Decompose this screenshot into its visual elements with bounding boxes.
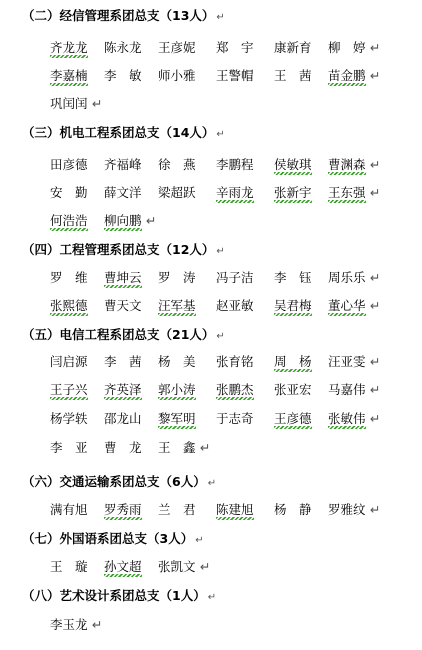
member-name: 张亚宏 xyxy=(274,382,312,397)
section-title: （七）外国语系团总支（3人） xyxy=(22,531,194,546)
member-name: 闫启源 xyxy=(50,354,88,369)
member-name: 曹天文 xyxy=(104,298,142,313)
paragraph-mark-icon: ↵ xyxy=(370,157,381,172)
member-name: 郭小涛 xyxy=(158,382,196,397)
paragraph-mark-icon: ↵ xyxy=(370,354,381,369)
spellcheck-underline xyxy=(50,228,88,231)
paragraph-mark-icon: ↵ xyxy=(370,270,381,285)
section-heading xyxy=(22,240,225,260)
member-name: 王东强 xyxy=(328,185,366,200)
spellcheck-underline xyxy=(50,83,88,86)
member-name: 张凯文 xyxy=(158,559,196,574)
member-name: 汪亚雯 xyxy=(328,354,366,369)
member-name: 王彦妮 xyxy=(158,40,196,55)
member-name: 齐英泽 xyxy=(104,382,142,397)
section-heading xyxy=(22,6,225,26)
section-title: （五）电信工程系团总支（21人） xyxy=(22,327,215,342)
member-name: 周乐乐 xyxy=(328,270,366,285)
spellcheck-underline xyxy=(50,313,88,316)
section-heading xyxy=(22,586,216,606)
name-row xyxy=(0,296,422,316)
member-name: 曹 龙 xyxy=(104,440,142,455)
section-heading xyxy=(22,123,225,143)
member-name: 汪军基 xyxy=(158,298,196,313)
name-row xyxy=(0,211,422,231)
section-title: （三）机电工程系团总支（14人） xyxy=(22,125,215,140)
spellcheck-underline xyxy=(328,83,366,86)
member-name: 郑 宇 xyxy=(216,40,254,55)
member-name: 张熙德 xyxy=(50,298,88,313)
spellcheck-underline xyxy=(274,172,312,175)
member-name: 邵龙山 xyxy=(104,411,142,426)
paragraph-mark-icon: ↵ xyxy=(207,478,217,489)
spellcheck-underline xyxy=(328,426,366,429)
paragraph-mark-icon: ↵ xyxy=(370,382,381,397)
spellcheck-underline xyxy=(104,517,142,520)
member-name: 孙文超 xyxy=(104,559,142,574)
paragraph-mark-icon: ↵ xyxy=(195,535,204,546)
member-name: 薛文洋 xyxy=(104,185,142,200)
member-name: 柳向鹏 xyxy=(104,213,142,228)
paragraph-mark-icon: ↵ xyxy=(370,298,381,313)
member-name: 梁超跃 xyxy=(158,185,196,200)
spellcheck-underline xyxy=(50,55,88,58)
spellcheck-underline xyxy=(104,397,142,400)
paragraph-mark-icon: ↵ xyxy=(207,592,217,603)
member-name: 于志奇 xyxy=(216,411,254,426)
member-name: 陈建旭 xyxy=(216,502,254,517)
member-name: 赵亚敏 xyxy=(216,298,254,313)
member-name: 李 亚 xyxy=(50,440,88,455)
spellcheck-underline xyxy=(274,426,312,429)
spellcheck-underline xyxy=(216,517,254,520)
name-row xyxy=(0,409,422,429)
member-name: 田彦德 xyxy=(50,157,88,172)
paragraph-mark-icon: ↵ xyxy=(146,213,157,228)
member-name: 康新育 xyxy=(274,40,312,55)
member-name: 苗金鹏 xyxy=(328,68,366,83)
spellcheck-underline xyxy=(274,313,312,316)
member-name: 李嘉楠 xyxy=(50,68,88,83)
member-name: 周 杨 xyxy=(274,354,312,369)
member-name: 安 勤 xyxy=(50,185,88,200)
spellcheck-underline xyxy=(104,285,142,288)
member-name: 巩闰闰 xyxy=(50,96,88,111)
name-row xyxy=(0,438,422,458)
paragraph-mark-icon: ↵ xyxy=(370,40,381,55)
member-name: 李 茜 xyxy=(104,354,142,369)
paragraph-mark-icon: ↵ xyxy=(200,559,211,574)
member-name: 马嘉伟 xyxy=(328,382,366,397)
member-name: 李 敏 xyxy=(104,68,142,83)
member-name: 张鹏杰 xyxy=(216,382,254,397)
member-name: 杨 美 xyxy=(158,354,196,369)
name-row xyxy=(0,94,422,114)
member-name: 王警帽 xyxy=(216,68,254,83)
member-name: 张新宇 xyxy=(274,185,312,200)
name-row xyxy=(0,268,422,288)
spellcheck-underline xyxy=(274,200,312,203)
spellcheck-underline xyxy=(216,200,254,203)
spellcheck-underline xyxy=(158,426,196,429)
paragraph-mark-icon: ↵ xyxy=(216,331,225,342)
member-name: 王子兴 xyxy=(50,382,88,397)
member-name: 李鹏程 xyxy=(216,157,254,172)
paragraph-mark-icon: ↵ xyxy=(92,96,103,111)
member-name: 兰 君 xyxy=(158,502,196,517)
spellcheck-underline xyxy=(328,172,366,175)
section-title: （六）交通运输系团总支（6人） xyxy=(22,474,206,489)
paragraph-mark-icon: ↵ xyxy=(370,185,381,200)
paragraph-mark-icon: ↵ xyxy=(216,12,225,23)
name-row xyxy=(0,557,422,577)
paragraph-mark-icon: ↵ xyxy=(370,502,381,517)
paragraph-mark-icon: ↵ xyxy=(200,440,211,455)
paragraph-mark-icon: ↵ xyxy=(216,246,225,257)
member-name: 张育铭 xyxy=(216,354,254,369)
spellcheck-underline xyxy=(50,397,88,400)
member-name: 张敏伟 xyxy=(328,411,366,426)
name-row xyxy=(0,380,422,400)
member-name: 师小雅 xyxy=(158,68,196,83)
member-name: 罗 涛 xyxy=(158,270,196,285)
name-row xyxy=(0,38,422,58)
member-name: 陈永龙 xyxy=(104,40,142,55)
member-name: 柳 婷 xyxy=(328,40,366,55)
member-name: 李玉龙 xyxy=(50,617,88,632)
spellcheck-underline xyxy=(328,313,366,316)
member-name: 杨 静 xyxy=(274,502,312,517)
member-name: 罗秀雨 xyxy=(104,502,142,517)
member-name: 王 茜 xyxy=(274,68,312,83)
name-row xyxy=(0,615,422,635)
spellcheck-underline xyxy=(158,313,196,316)
section-title: （二）经信管理系团总支（13人） xyxy=(22,8,215,23)
member-name: 王 璇 xyxy=(50,559,88,574)
section-title: （八）艺术设计系团总支（1人） xyxy=(22,588,206,603)
member-name: 罗 维 xyxy=(50,270,88,285)
section-heading xyxy=(22,472,216,492)
member-name: 王彦德 xyxy=(274,411,312,426)
member-name: 吴君梅 xyxy=(274,298,312,313)
paragraph-mark-icon: ↵ xyxy=(216,129,225,140)
section-title: （四）工程管理系团总支（12人） xyxy=(22,242,215,257)
section-heading xyxy=(22,529,204,549)
member-name: 辛雨龙 xyxy=(216,185,254,200)
member-name: 罗雅纹 xyxy=(328,502,366,517)
name-row xyxy=(0,66,422,86)
member-name: 何浩浩 xyxy=(50,213,88,228)
member-name: 侯敏琪 xyxy=(274,157,312,172)
member-name: 徐 燕 xyxy=(158,157,196,172)
member-name: 齐福峰 xyxy=(104,157,142,172)
member-name: 王 鑫 xyxy=(158,440,196,455)
member-name: 杨学轶 xyxy=(50,411,88,426)
section-heading xyxy=(22,325,225,345)
member-name: 冯子洁 xyxy=(216,270,254,285)
member-name: 李 钰 xyxy=(274,270,312,285)
name-row xyxy=(0,183,422,203)
spellcheck-underline xyxy=(216,397,254,400)
paragraph-mark-icon: ↵ xyxy=(92,617,103,632)
spellcheck-underline xyxy=(158,397,196,400)
member-name: 曹渊森 xyxy=(328,157,366,172)
member-name: 黎军明 xyxy=(158,411,196,426)
spellcheck-underline xyxy=(274,369,312,372)
name-row xyxy=(0,500,422,520)
name-row xyxy=(0,155,422,175)
member-name: 满有旭 xyxy=(50,502,88,517)
member-name: 曹坤云 xyxy=(104,270,142,285)
spellcheck-underline xyxy=(328,200,366,203)
spellcheck-underline xyxy=(104,574,142,577)
member-name: 齐龙龙 xyxy=(50,40,88,55)
name-row xyxy=(0,352,422,372)
member-name: 董心华 xyxy=(328,298,366,313)
spellcheck-underline xyxy=(104,228,142,231)
paragraph-mark-icon: ↵ xyxy=(370,411,381,426)
paragraph-mark-icon: ↵ xyxy=(370,68,381,83)
